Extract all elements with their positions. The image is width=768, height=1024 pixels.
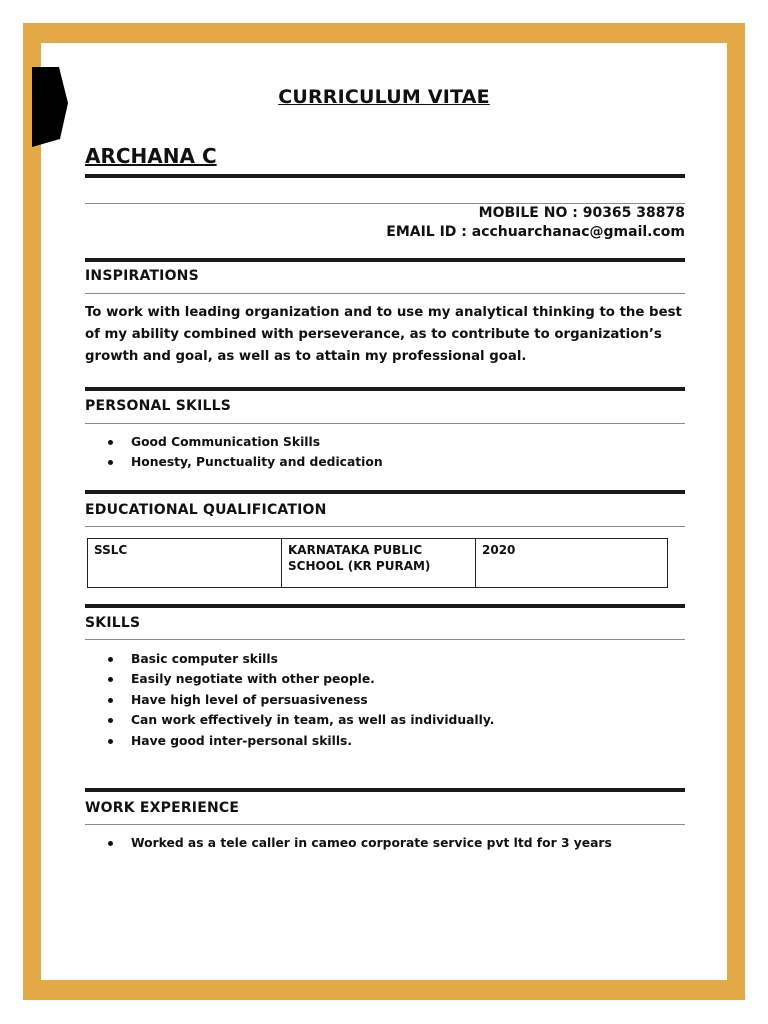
bullet-icon [108, 440, 113, 445]
list-item-text: Have high level of persuasiveness [131, 692, 368, 707]
inspirations-heading: INSPIRATIONS [85, 268, 199, 284]
name-divider [85, 174, 685, 178]
section-underline [85, 639, 685, 640]
bullet-icon [108, 739, 113, 744]
list-item [85, 710, 494, 730]
education-heading: EDUCATIONAL QUALIFICATION [85, 502, 327, 518]
bullet-icon [108, 718, 113, 723]
education-table [87, 538, 668, 588]
document-title: CURRICULUM VITAE [278, 86, 490, 108]
table-cell-institution: KARNATAKA PUBLIC SCHOOL (KR PURAM) [282, 539, 476, 588]
list-item [85, 669, 494, 689]
skills-heading: SKILLS [85, 615, 141, 631]
bullet-icon [108, 841, 113, 846]
bullet-icon [108, 677, 113, 682]
list-item [85, 731, 494, 751]
email-address: EMAIL ID : acchuarchanac@gmail.com [386, 224, 685, 240]
work-experience-list [85, 833, 612, 853]
section-divider [85, 387, 685, 391]
list-item [85, 690, 494, 710]
section-underline [85, 293, 685, 294]
candidate-name: ARCHANA C [85, 144, 217, 168]
list-item [85, 432, 383, 452]
list-item [85, 649, 494, 669]
inspirations-text: To work with leading organization and to use my analytical thinking to the best of my ability combined with perseverance, as to contribute to organization’s growth and goal, as well as to attain my professional goal. [85, 305, 682, 364]
table-row [88, 539, 668, 588]
list-item-text: Can work effectively in team, as well as individually. [131, 713, 495, 728]
section-underline [85, 423, 685, 424]
bullet-icon [108, 460, 113, 465]
section-divider [85, 490, 685, 494]
section-divider [85, 788, 685, 792]
list-item-text: Worked as a tele caller in cameo corporate service pvt ltd for 3 years [131, 836, 612, 850]
personal-skills-heading: PERSONAL SKILLS [85, 398, 232, 414]
skills-list [85, 649, 494, 751]
personal-skills-list [85, 432, 383, 473]
table-cell-year: 2020 [476, 539, 668, 588]
bullet-icon [108, 698, 113, 703]
table-cell-course: SSLC [88, 539, 282, 588]
list-item-text: Honesty, Punctuality and dedication [131, 455, 383, 470]
resume-content [85, 0, 685, 1024]
list-item-text: Good Communication Skills [131, 435, 321, 449]
work-experience-heading: WORK EXPERIENCE [85, 800, 240, 816]
list-item [85, 452, 383, 472]
list-item [85, 833, 612, 853]
list-item-text: Easily negotiate with other people. [131, 672, 375, 687]
section-underline [85, 526, 685, 527]
section-underline [85, 824, 685, 825]
contact-divider [85, 203, 685, 204]
section-divider [85, 604, 685, 608]
list-item-text: Have good inter-personal skills. [131, 733, 353, 748]
bullet-icon [108, 657, 113, 662]
list-item-text: Basic computer skills [131, 652, 278, 666]
section-divider [85, 258, 685, 262]
mobile-number: MOBILE NO : 90365 38878 [478, 205, 685, 221]
